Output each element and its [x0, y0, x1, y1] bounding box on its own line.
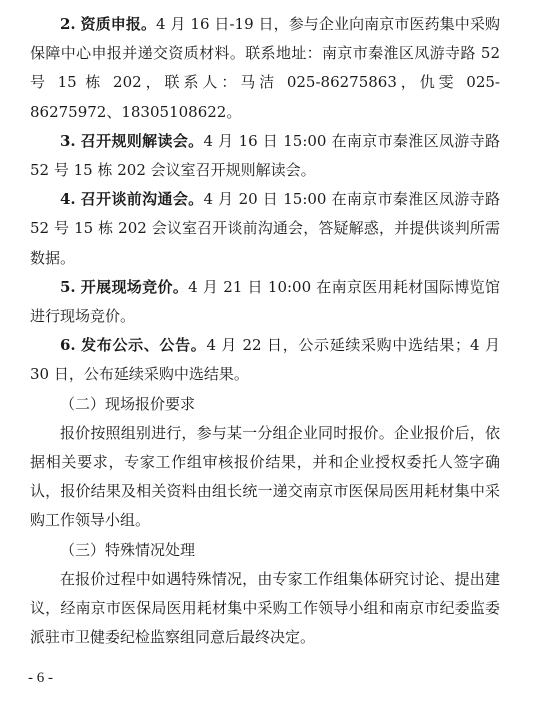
- page-number: - 6 -: [28, 670, 53, 686]
- item-text: 4 月 20 日 15:00 在南京市秦淮区凤游寺路 52 号 15 栋 202 会议室召开谈前沟通会，答疑解惑，并提供谈判所需数据。: [30, 190, 500, 267]
- item-title: 资质申报。: [80, 15, 157, 33]
- item-text: 4 月 16 日-19 日，参与企业向南京市医药集中采购保障中心申报并递交资质材料。联系地址：南京市秦淮区凤游寺路 52 号 15 栋 202，联系人：马洁 025-86275863，仇雯 025-86275972、18305108622。: [30, 15, 500, 121]
- section-paragraph-3: 在报价过程中如遇特殊情况，由专家工作组集体研究讨论、提出建议，经南京市医保局医用耗材集中采购工作领导小组和南京市纪委监委派驻市卫健委纪检监察组同意后最终决定。: [30, 569, 500, 647]
- list-item-6: [30, 331, 500, 389]
- list-item-3: [30, 127, 500, 185]
- item-number: 5.: [60, 277, 76, 296]
- item-text: 4 月 21 日 10:00 在南京医用耗材国际博览馆进行现场竞价。: [30, 277, 500, 326]
- section-heading-2: （二）现场报价要求: [60, 394, 196, 413]
- section-heading-3: （三）特殊情况处理: [60, 540, 196, 559]
- list-item-5: [30, 273, 500, 331]
- list-item-4: [30, 185, 500, 273]
- document-body: [30, 10, 500, 652]
- item-text: 4 月 22 日，公示延续采购中选结果；4 月 30 日，公布延续采购中选结果。: [30, 336, 500, 384]
- item-title: 召开规则解读会。: [80, 131, 204, 150]
- item-title: 开展现场竞价。: [80, 277, 189, 296]
- section-paragraph-2: 报价按照组别进行，参与某一分组企业同时报价。企业报价后，依据相关要求，专家工作组审核报价结果，并和企业授权委托人签字确认，报价结果及相关资料由组长统一递交南京市医保局医用耗材集中采购工作领导小组。: [30, 423, 500, 530]
- item-number: 4.: [60, 190, 76, 209]
- item-title: 召开谈前沟通会。: [80, 190, 204, 209]
- list-item-2: [30, 10, 500, 127]
- item-number: 2.: [60, 15, 76, 33]
- item-title: 发布公示、公告。: [81, 336, 207, 355]
- item-number: 6.: [60, 336, 76, 355]
- item-number: 3.: [60, 131, 76, 150]
- item-text: 4 月 16 日 15:00 在南京市秦淮区凤游寺路 52 号 15 栋 202 会议室召开规则解读会。: [30, 131, 500, 180]
